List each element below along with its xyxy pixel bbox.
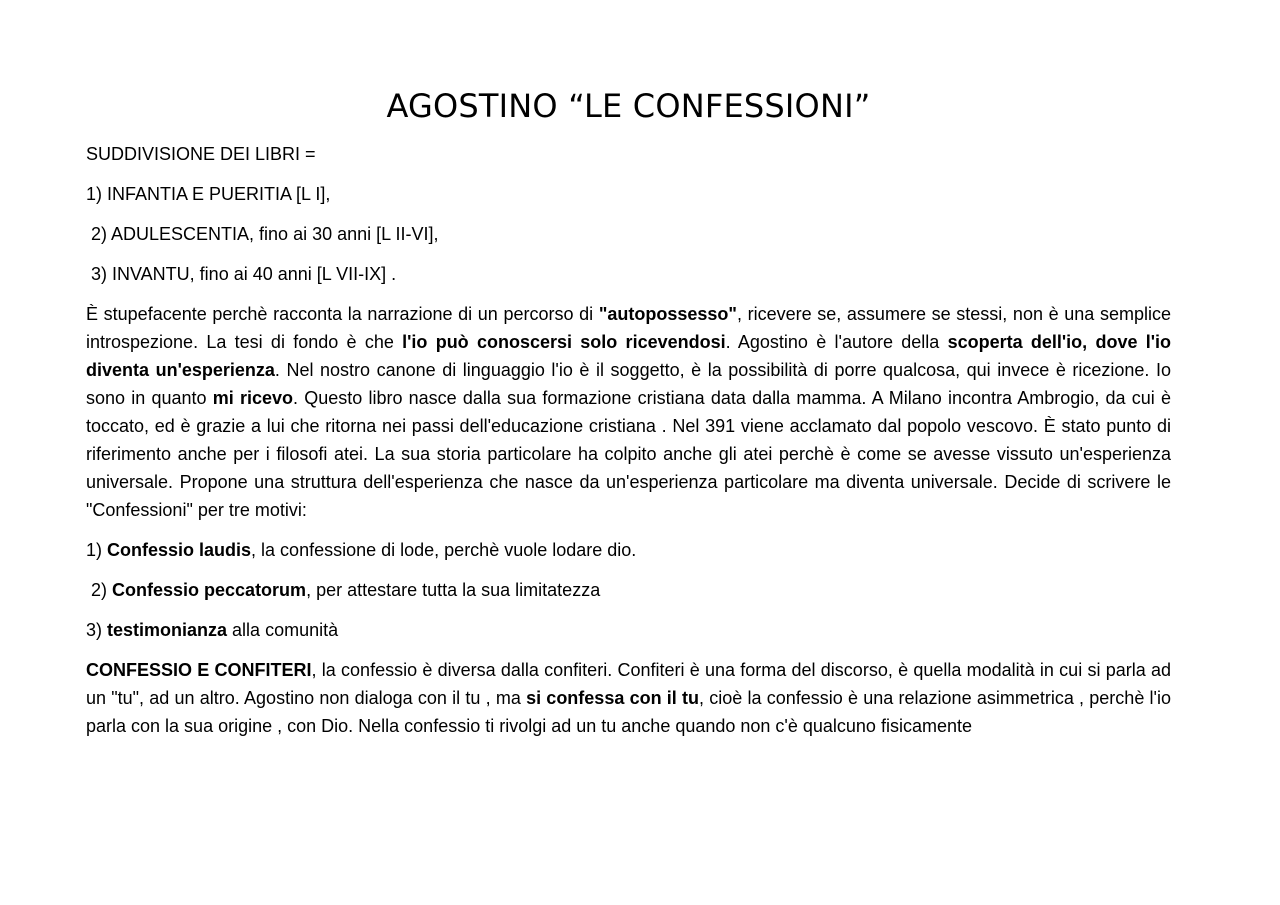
subdivision-heading: SUDDIVISIONE DEI LIBRI = (86, 144, 316, 164)
motive-title: Confessio laudis (107, 540, 252, 560)
subdivision-item: 2) ADULESCENTIA, fino ai 30 anni [L II-VI], (86, 224, 439, 244)
intro-bold-mi-ricevo: mi ricevo (212, 388, 293, 408)
motive-text: , la confessione di lode, perchè vuole lodare dio. (251, 540, 637, 560)
intro-text: . Nel nostro canone di linguaggio l'io è il soggetto, è la possibilità di porre qualcosa, qui invece è ricezione. Io sono in quanto (86, 360, 1171, 408)
intro-bold-thesis: l'io può conoscersi solo ricevendosi (402, 332, 726, 352)
intro-text: . Agostino è l'autore della (725, 332, 948, 352)
confessio-bold-phrase: si confessa con il tu (526, 688, 700, 708)
motive-title: testimonianza (107, 620, 228, 640)
motive-prefix: 2) (86, 580, 113, 600)
motive-text: alla comunità (227, 620, 339, 640)
intro-paragraph (86, 300, 1171, 524)
document-title: AGOSTINO “LE CONFESSIONI” (386, 87, 871, 125)
intro-text: È stupefacente perchè racconta la narrazione di un percorso di (86, 304, 599, 324)
motive-text: , per attestare tutta la sua limitatezza (306, 580, 601, 600)
motive-item (86, 536, 1171, 564)
motive-prefix: 3) (86, 620, 108, 640)
confessio-paragraph (86, 656, 1171, 740)
intro-bold-discovery: scoperta dell'io, dove l'io diventa un'esperienza (86, 332, 1172, 380)
subdivision-item: 3) INVANTU, fino ai 40 anni [L VII-IX] . (86, 264, 397, 284)
document-page (86, 0, 1171, 740)
subdivision-item: 1) INFANTIA E PUERITIA [L I], (86, 184, 331, 204)
intro-bold-autopossesso: "autopossesso" (598, 304, 737, 324)
confessio-heading: CONFESSIO E CONFITERI (86, 660, 312, 680)
confessio-text: , cioè la confessio è una relazione asimmetrica , perchè l'io parla con la sua origine , con Dio. Nella confessio ti rivolgi ad un tu anche quando non c'è qualcuno fisicamente (86, 688, 1172, 736)
motive-item (86, 576, 1171, 604)
motive-title: Confessio peccatorum (112, 580, 307, 600)
intro-text: . Questo libro nasce dalla sua formazione cristiana data dalla mamma. A Milano incontra Ambrogio, da cui è toccato, ed è grazie a lui che ritorna nei passi dell'educazione cristiana . Nel 391 viene acclamato dal popolo vescovo. È stato punto di riferimento anche per i filosofi atei. La sua storia particolare ha colpito anche gli atei perchè è come se avesse vissuto un'esperienza universale. Propone una struttura dell'esperienza che nasce da un'esperienza particolare ma diventa universale. Decide di scrivere le "Confessioni" per tre motivi: (86, 388, 1171, 520)
intro-text: , ricevere se, assumere se stessi, non è una semplice introspezione. La tesi di fondo è che (86, 304, 1171, 352)
motive-item (86, 616, 1171, 644)
motive-prefix: 1) (86, 540, 108, 560)
confessio-text: , la confessio è diversa dalla confiteri. Confiteri è una forma del discorso, è quella modalità in cui si parla ad un "tu", ad un altro. Agostino non dialoga con il tu , ma (86, 660, 1171, 708)
